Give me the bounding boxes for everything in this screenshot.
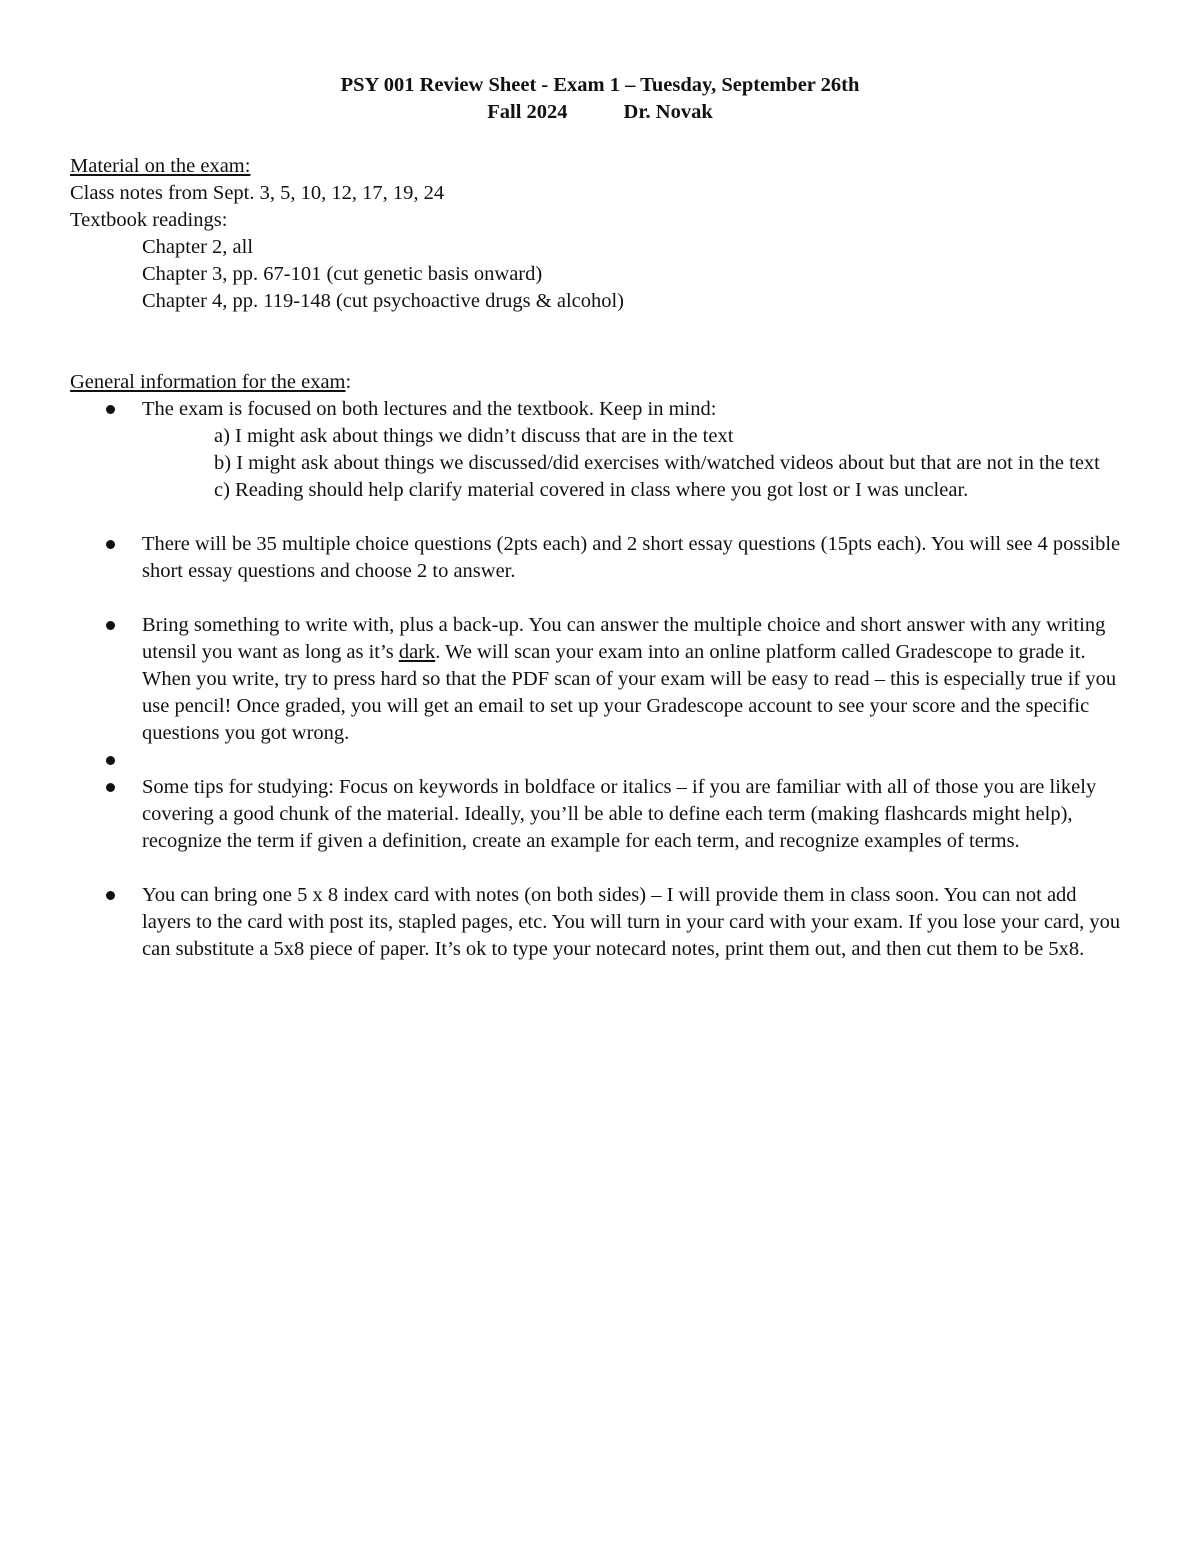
material-heading: Material on the exam: <box>70 155 251 177</box>
info-list <box>70 396 1130 963</box>
sub-item: b) I might ask about things we discussed/did exercises with/watched videos about but that are not in the text <box>214 452 1100 474</box>
chapter-line: Chapter 2, all <box>142 236 254 258</box>
general-info-section <box>70 369 1130 963</box>
bullet-icon <box>106 891 115 900</box>
general-heading-colon: : <box>345 371 352 393</box>
bullet-text: The exam is focused on both lectures and the textbook. Keep in mind: <box>142 398 717 420</box>
bullet-text-part: . We will scan your exam into an online platform called Gradescope to grade it. When you write, try to press hard so that the PDF scan of your exam will be easy to read – this is especially true if you use pencil! Once graded, you will get an email to set up your Gradescope account to see your score and the specific questions you got wrong. <box>142 641 1117 744</box>
class-notes-line: Class notes from Sept. 3, 5, 10, 12, 17, 19, 24 <box>70 182 445 204</box>
list-item <box>70 882 1130 963</box>
bullet-icon <box>106 405 115 414</box>
bullet-text: Some tips for studying: Focus on keywords in boldface or italics – if you are familiar with all of those you are likely covering a good chunk of the material. Ideally, you’ll be able to define each term (making flashcards might help), recognize the term if given a definition, create an example for each term, and recognize examples of terms. <box>142 776 1097 852</box>
readings-label: Textbook readings: <box>70 209 228 231</box>
list-item <box>70 396 1130 504</box>
bullet-text: You can bring one 5 x 8 index card with notes (on both sides) – I will provide them in class soon. You can not add layers to the card with post its, stapled pages, etc. You will turn in your card with your exam. If you lose your card, you can substitute a 5x8 piece of paper. It’s ok to type your notecard notes, print them out, and then cut them to be 5x8. <box>142 884 1121 960</box>
bullet-text-part: Bring something to write with, plus a back-up. You can answer the multiple choice and short answer with any writing utensil you want as long as it’s <box>142 614 1106 663</box>
material-section <box>70 153 1130 315</box>
general-heading-line <box>70 369 1130 396</box>
bullet-text <box>142 612 1130 747</box>
bullet-icon <box>106 783 115 792</box>
instructor: Dr. Novak <box>623 101 713 123</box>
general-heading: General information for the exam <box>70 371 346 393</box>
bullet-icon <box>106 540 115 549</box>
list-item <box>70 531 1130 585</box>
document-title <box>70 72 1130 126</box>
chapter-line: Chapter 4, pp. 119-148 (cut psychoactive drugs & alcohol) <box>142 290 625 312</box>
sub-item: a) I might ask about things we didn’t discuss that are in the text <box>214 425 734 447</box>
chapter-line: Chapter 3, pp. 67-101 (cut genetic basis onward) <box>142 263 543 285</box>
list-item-empty <box>70 747 1130 774</box>
title-subline <box>70 99 1130 126</box>
sub-item: c) Reading should help clarify material covered in class where you got lost or I was unclear. <box>214 479 969 501</box>
title-line: PSY 001 Review Sheet - Exam 1 – Tuesday, September 26th <box>340 74 860 96</box>
underlined-word: dark <box>398 641 436 663</box>
list-item <box>70 612 1130 747</box>
bullet-icon <box>106 621 115 630</box>
bullet-text: There will be 35 multiple choice questions (2pts each) and 2 short essay questions (15pts each). You will see 4 possible short essay questions and choose 2 to answer. <box>142 533 1121 582</box>
bullet-icon <box>106 756 115 765</box>
list-item <box>70 774 1130 855</box>
term: Fall 2024 <box>487 101 568 123</box>
